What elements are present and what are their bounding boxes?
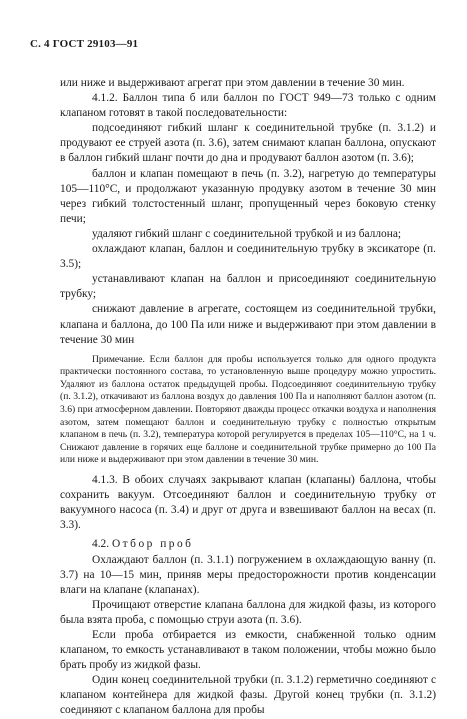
paragraph-cool-cylinder: Охлаждают баллон (п. 3.1.1) погружением в охлаждающую ванну (п. 3.7) на 10—15 мин, приняв меры предосторожности против конденсации влаги на клапане (клапанах). — [60, 553, 436, 596]
paragraph-4-1-2: 4.1.2. Баллон типа б или баллон по ГОСТ 949—73 только с одним клапаном готовят в такой последовательности: — [60, 92, 436, 120]
paragraph-single-valve: Если проба отбирается из емкости, снабженной только одним клапаном, то емкость устанавливают в таком положении, чтобы можно было брать пробу из жидкой фазы. — [60, 628, 436, 672]
document-body — [60, 76, 436, 719]
step-cool: охлаждают клапан, баллон и соединительную трубку в эксикаторе (п. 3.5); — [60, 243, 436, 271]
section-number: 4.2. — [92, 538, 110, 551]
step-remove-hose: удаляют гибкий шланг с соединительной трубкой и из баллона; — [92, 227, 402, 240]
step-reduce-pressure: снижают давление в агрегате, состоящем из соединительной трубки, клапана и баллона, до 100 Па или ниже и выдерживают при этом давлении в течение 30 мин — [60, 303, 436, 346]
section-title: Отбор проб — [111, 538, 194, 551]
paragraph-continuation: или ниже и выдерживают агрегат при этом давлении в течение 30 мин. — [60, 77, 405, 89]
step-connect-hose: подсоединяют гибкий шланг к соединительной трубке (п. 3.1.2) и продувают ее струей азота (п. 3.6), затем снимают клапан баллона, опускают в баллон гибкий шланг почти до дна и продувают баллон азотом (п. 3.6); — [60, 122, 436, 165]
note-paragraph: Примечание. Если баллон для пробы используется только для одного продукта практически постоянного состава, то установленную выше процедуру можно упростить. Удаляют из баллона остаток предыдущей пробы. Подсоединяют соединительную трубку (п. 3.1.2), откачивают из баллона воздух до давления 100 Па и наполняют баллон азотом (п. 3.6) при атмосферном давлении. Повторяют дважды процесс откачки воздуха и наполнения азотом, затем помещают баллон и соединительную трубку с полностью открытым клапаном в печь (п. 3.2), температура которой регулируется в пределах 105—110°С, на 1 ч. Снижают давление в горячих еще баллоне и соединительной трубке примерно до 100 Па или ниже и выдерживают при этом давлении в течение 30 мин. — [60, 353, 436, 466]
step-install-valve: устанавливают клапан на баллон и присоединяют соединительную трубку; — [60, 273, 436, 301]
section-heading — [60, 537, 436, 552]
paragraph-clean-valve: Прочищают отверстие клапана баллона для жидкой фазы, из которого была взята проба, с помощью струи азота (п. 3.6). — [60, 598, 436, 626]
page-header: С. 4 ГОСТ 29103—91 — [30, 38, 139, 50]
step-oven: баллон и клапан помещают в печь (п. 3.2), нагретую до температуры 105—110°С, и продолжают указанную продувку азотом в течение 30 мин через гибкий толстостенный шланг, пропущенный через боковую стенку печи; — [60, 167, 436, 225]
paragraph-4-1-3: 4.1.3. В обоих случаях закрывают клапан (клапаны) баллона, чтобы сохранить вакуум. Отсоединяют баллон и соединительную трубку от вакуумного насоса (п. 3.4) и друг от друга и взвешивают баллон на весах (п. 3.3). — [60, 474, 436, 532]
paragraph-connect-tube: Один конец соединительной трубки (п. 3.1.2) герметично соединяют с клапаном контейнера для жидкой фазы. Другой конец трубки (п. 3.1.2) соединяют с клапаном баллона для пробы — [60, 674, 436, 717]
